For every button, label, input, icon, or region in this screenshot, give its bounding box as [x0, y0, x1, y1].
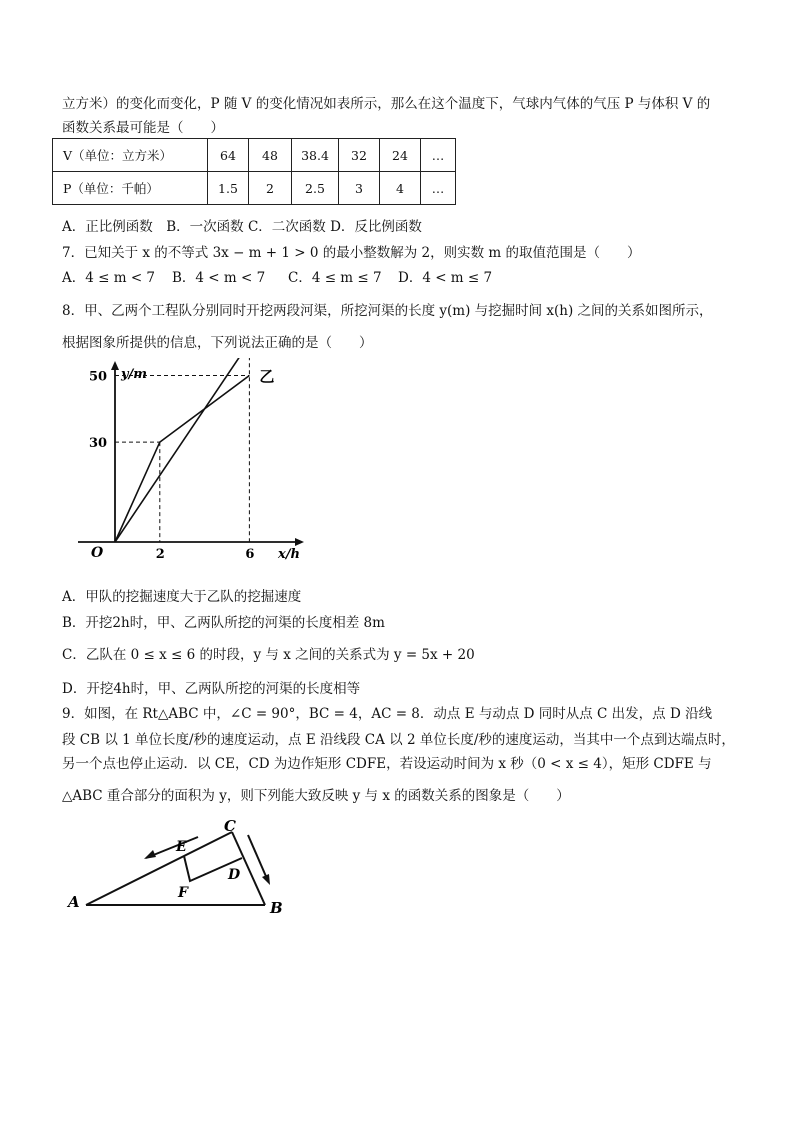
label-d: D — [228, 867, 241, 883]
q6-options: A．正比例函数 B．一次函数 C．二次函数 D．反比例函数 — [62, 219, 422, 235]
series-line-0 — [115, 358, 249, 542]
table-cell: 3 — [339, 172, 380, 205]
arrow-d-head — [262, 874, 270, 885]
q9-line3: 另一个点也停止运动．以 CE，CD 为边作矩形 CDFE，若设运动时间为 x 秒（0 < x ≤ 4），矩形 CDFE 与 — [62, 756, 712, 772]
q9-line2: 段 CB 以 1 单位长度/秒的速度运动，点 E 沿线段 CA 以 2 单位长度/秒的速度运动，当其中一个点到达端点时， — [62, 732, 735, 748]
x-tick-label-6: 6 — [245, 547, 255, 562]
q7-option-c: C．4 ≤ m ≤ 7 — [288, 270, 382, 286]
table-cell: 64 — [208, 139, 249, 172]
label-e: E — [176, 839, 187, 855]
q6-line1: 立方米）的变化而变化，P 随 V 的变化情况如表所示，那么在这个温度下，气球内气体的气压 P 与体积 V 的 — [62, 96, 711, 112]
y-axis-arrow — [111, 361, 119, 370]
q8-stem-line1: 8．甲、乙两个工程队分别同时开挖两段河渠，所挖河渠的长度 y(m) 与挖掘时间 x(h) 之间的关系如图所示， — [62, 303, 713, 319]
label-a: A — [68, 893, 80, 911]
table-cell: 24 — [380, 139, 421, 172]
y-tick-label-50: 50 — [89, 369, 108, 385]
q7-option-d: D．4 < m ≤ 7 — [398, 270, 493, 286]
x-tick-label-2: 2 — [155, 547, 165, 562]
q8-option-b: B．开挖2h时，甲、乙两队所挖的河渠的长度相差 8m — [62, 615, 385, 631]
q8-stem-line2: 根据图象所提供的信息，下列说法正确的是（ ） — [62, 335, 373, 351]
label-c: C — [224, 817, 236, 835]
q6-line2: 函数关系最可能是（ ） — [62, 120, 224, 136]
table-cell: … — [421, 172, 456, 205]
label-b: B — [270, 899, 283, 917]
q8-option-c: C．乙队在 0 ≤ x ≤ 6 的时段，y 与 x 之间的关系式为 y = 5x + 20 — [62, 647, 475, 663]
table-row-v — [53, 139, 456, 172]
table-row-p — [53, 172, 456, 205]
q8-line-chart — [68, 358, 308, 578]
q8-option-a: A．甲队的挖掘速度大于乙队的挖掘速度 — [62, 589, 302, 605]
side-ac — [86, 832, 232, 905]
table-cell: 4 — [380, 172, 421, 205]
y-tick-label-30: 30 — [89, 436, 108, 452]
series-label-1: 乙 — [259, 367, 275, 386]
table-header-p: P（单位：千帕） — [53, 172, 208, 205]
q8-option-d: D．开挖4h时，甲、乙两队所挖的河渠的长度相等 — [62, 681, 361, 697]
arrow-e-head — [144, 850, 156, 859]
label-f: F — [178, 885, 188, 901]
x-axis-label: x/h — [278, 547, 300, 562]
table-cell: 2.5 — [292, 172, 339, 205]
q9-line4: △ABC 重合部分的面积为 y，则下列能大致反映 y 与 x 的函数关系的图象是（ ） — [62, 788, 570, 804]
q7-option-a: A．4 ≤ m < 7 — [62, 270, 156, 286]
table-cell: 48 — [249, 139, 292, 172]
q7-stem: 7．已知关于 x 的不等式 3x − m + 1 > 0 的最小整数解为 2，则实数 m 的取值范围是（ ） — [62, 245, 641, 261]
table-cell: … — [421, 139, 456, 172]
q6-data-table — [52, 138, 456, 205]
table-header-v: V（单位：立方米） — [53, 139, 208, 172]
series-line-1 — [115, 376, 249, 543]
table-cell: 32 — [339, 139, 380, 172]
table-cell: 38.4 — [292, 139, 339, 172]
table-cell: 2 — [249, 172, 292, 205]
table-cell: 1.5 — [208, 172, 249, 205]
q7-option-b: B．4 < m < 7 — [172, 270, 266, 286]
q9-line1: 9．如图，在 Rt△ABC 中，∠C = 90°，BC = 4，AC = 8．动点 E 与动点 D 同时从点 C 出发，点 D 沿线 — [62, 706, 713, 722]
q9-triangle-figure — [60, 815, 300, 925]
y-axis-label: y/m — [121, 367, 148, 382]
x-axis-arrow — [295, 538, 304, 546]
origin-label: O — [91, 545, 104, 561]
